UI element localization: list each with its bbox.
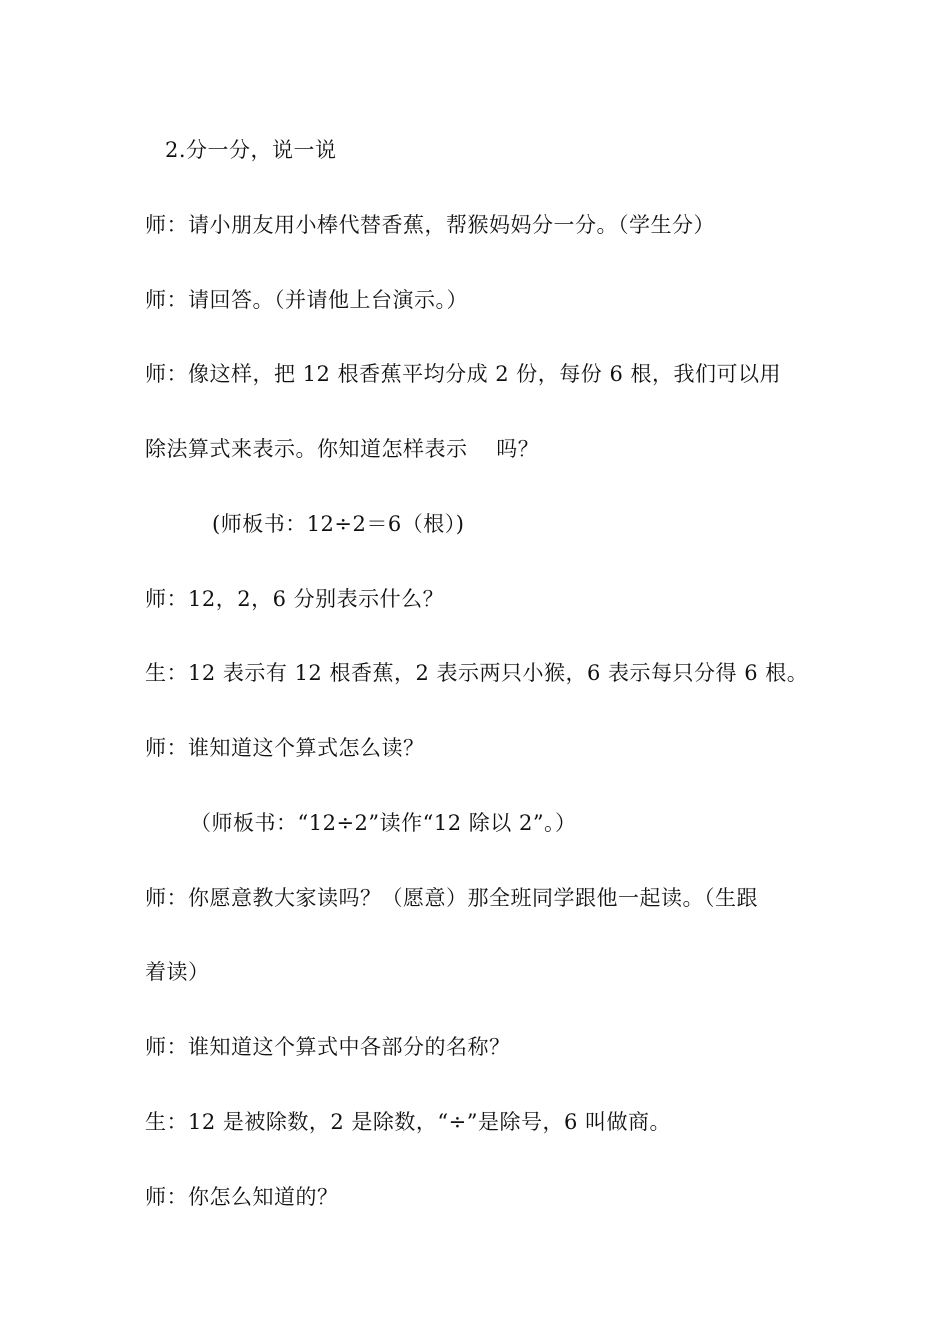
board-note: （师板书：“12÷2”读作“12 除以 2”。） — [190, 811, 577, 835]
paragraph-line: 师：12，2，6 分别表示什么？ — [145, 587, 445, 611]
board-note: (师板书：12÷2＝6（根）) — [212, 512, 465, 536]
paragraph-line: 师：请回答。（并请他上台演示。） — [145, 288, 468, 312]
paragraph-line: 生：12 表示有 12 根香蕉，2 表示两只小猴，6 表示每只分得 6 根。 — [145, 661, 809, 685]
paragraph-line: 着读） — [145, 960, 210, 984]
paragraph-line: 师：谁知道这个算式怎么读？ — [145, 736, 425, 760]
paragraph-line: 师：谁知道这个算式中各部分的名称？ — [145, 1035, 511, 1059]
paragraph-line: 除法算式来表示。你知道怎样表示 吗？ — [145, 437, 540, 461]
paragraph-line: 师：像这样，把 12 根香蕉平均分成 2 份，每份 6 根，我们可以用 — [145, 362, 781, 386]
paragraph-line: 生：12 是被除数，2 是除数，“÷”是除号，6 叫做商。 — [145, 1110, 672, 1134]
section-heading: 2.分一分，说一说 — [165, 138, 337, 162]
paragraph-line: 师：你愿意教大家读吗？（愿意）那全班同学跟他一起读。（生跟 — [145, 886, 758, 910]
paragraph-line: 师：你怎么知道的？ — [145, 1185, 339, 1209]
paragraph-line: 师：请小朋友用小棒代替香蕉，帮猴妈妈分一分。（学生分） — [145, 213, 715, 237]
